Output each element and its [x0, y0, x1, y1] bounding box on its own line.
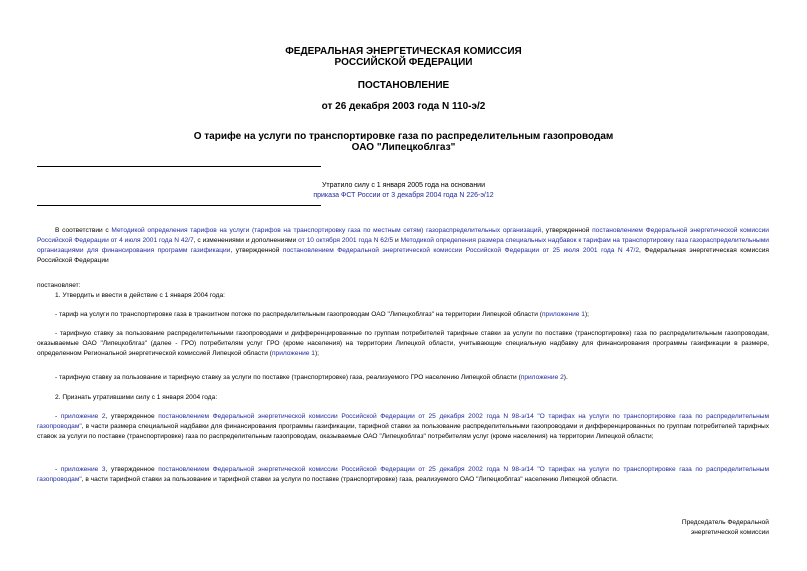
org-name-line1: ФЕДЕРАЛЬНАЯ ЭНЕРГЕТИЧЕСКАЯ КОМИССИЯ: [285, 46, 522, 57]
item-2-bullet-1: - приложение 2, утвержденное постановлением Федеральной энергетической комиссии Российской Федерации от 25 декабря 2002 года N 98-э/14 "О тарифах на услуги по транспортировке газа по распределительным газопроводам", в части размера специальной надбавки для финансирования программы газификации, тарифной ставки за пользование распределительными газопроводами и дифференцированных по группам потребителей тарифных ставок за услуги по поставке (транспортировке) газа по распределительным газопроводам, оказываемые ОАО "Липецкоблгаз" потребителям услуг (кроме населения) на территории Липецкой области;: [37, 413, 769, 440]
item-2-heading: 2. Признать утратившими силу с 1 января 2004 года:: [55, 394, 218, 401]
doc-title-line2: ОАО "Липецкоблгаз": [351, 142, 456, 153]
status-note: [0, 190, 807, 201]
doc-type: ПОСТАНОВЛЕНИЕ: [357, 80, 450, 91]
divider-top: [37, 166, 321, 167]
org-name-line2: РОССИЙСКОЙ ФЕДЕРАЦИИ: [334, 57, 473, 68]
link-appendix-2[interactable]: приложение 2: [520, 374, 564, 381]
link-appendix-1[interactable]: приложение 1: [541, 311, 585, 318]
signature-line2: энергетической комиссии: [690, 529, 769, 536]
item-1-heading: 1. Утвердить и ввести в действие с 1 января 2004 года:: [55, 292, 226, 299]
link-resolution-98-14-b[interactable]: постановлением Федеральной энергетической комиссии Российской Федерации от 25 декабря 2002 года N 98-э/14 "О тарифах на услуги по транспортировке газа по распределительным газопроводам": [37, 466, 769, 483]
doc-title-line1: О тарифе на услуги по транспортировке газа по распределительным газопроводам: [193, 131, 614, 142]
link-methodology-surcharges[interactable]: Методикой определения размера специальных надбавок к тарифам на транспортировку газа газораспределительными организациями для финансирования программ газификации: [37, 237, 769, 254]
status-note-link[interactable]: приказа ФСТ России от 3 декабря 2004 года N 226-э/12: [313, 192, 494, 199]
link-appendix-2-old[interactable]: приложение 2: [60, 413, 106, 420]
status-note-text: Утратило силу с 1 января 2005 года на основании: [321, 182, 486, 189]
link-resolution-98-14[interactable]: постановлением Федеральной энергетической комиссии Российской Федерации от 25 декабря 2002 года N 98-э/14 "О тарифах на услуги по транспортировке газа по распределительным газопроводам": [37, 413, 769, 430]
item-1-bullet-1: - тариф на услуги по транспортировке газа в транзитном потоке по распределительным газопроводам ОАО "Липецкоблгаз" на территории Липецкой области (приложение 1);: [55, 311, 589, 318]
preamble-paragraph: В соответствии с Методикой определения тарифов на услуги (тарифов на транспортировку газа по местным сетям) газораспределительных организаций, утвержденной постановлением Федеральной энергетической комиссии Российской Федерации от 4 июля 2001 года N 42/7, с изменениями и дополнениями от 10 октября 2001 года N 62/5 и Методикой определения размера специальных надбавок к тарифам на транспортировку газа газораспределительными организациями для финансирования программ газификации, утвержденной постановлением Федеральной энергетической комиссии Российской Федерации от 25 июля 2001 года N 47/2, Федеральная энергетическая комиссия Российской Федерации: [37, 227, 769, 264]
link-appendix-1-b[interactable]: приложение 1: [271, 350, 315, 357]
resolves-text: постановляет:: [37, 282, 81, 289]
link-resolution-47-2[interactable]: постановлением Федеральной энергетической комиссии Российской Федерации от 25 июля 2001 года N 47/2: [282, 247, 639, 254]
link-appendix-3-old[interactable]: приложение 3: [60, 466, 106, 473]
link-methodology-tariffs[interactable]: Методикой определения тарифов на услуги (тарифов на транспортировку газа по местным сетям) газораспределительных организаций: [111, 227, 542, 234]
item-2-bullet-2: - приложение 3, утвержденное постановлением Федеральной энергетической комиссии Российской Федерации от 25 декабря 2002 года N 98-э/14 "О тарифах на услуги по транспортировке газа по распределительным газопроводам", в части тарифной ставки за пользование и тарифной ставки за услуги по поставке (транспортировке) газа, реализуемого ОАО "Липецкоблгаз" населению Липецкой области.: [37, 466, 769, 483]
item-1-bullet-2: - тарифную ставку за пользование распределительными газопроводами и дифференцированные по группам потребителей тарифные ставки за услуги по поставке (транспортировке) газа по распределительным газопроводам, оказываемые ОАО "Липецкоблгаз" (далее - ГРО) потребителям услуг ГРО (кроме населения) на территории Липецкой области, учитывающие специальную надбавку для финансирования программы газификации в размере, определенном Региональной энергетической комиссией Липецкой области (приложение 1);: [37, 330, 769, 357]
divider-bottom: [37, 205, 321, 206]
item-1-bullet-3: - тарифную ставку за пользование и тарифную ставку за услуги по поставке (транспортировке) газа, реализуемого ГРО населению Липецкой области (приложение 2).: [55, 374, 568, 381]
doc-date: от 26 декабря 2003 года N 110-э/2: [321, 101, 486, 112]
signature-line1: Председатель Федеральной: [681, 519, 769, 526]
link-resolution-42-7[interactable]: постановлением Федеральной энергетической комиссии Российской Федерации от 4 июля 2001 года N 42/7: [37, 227, 769, 244]
link-resolution-62-5[interactable]: от 10 октября 2001 года N 62/5: [298, 237, 394, 244]
